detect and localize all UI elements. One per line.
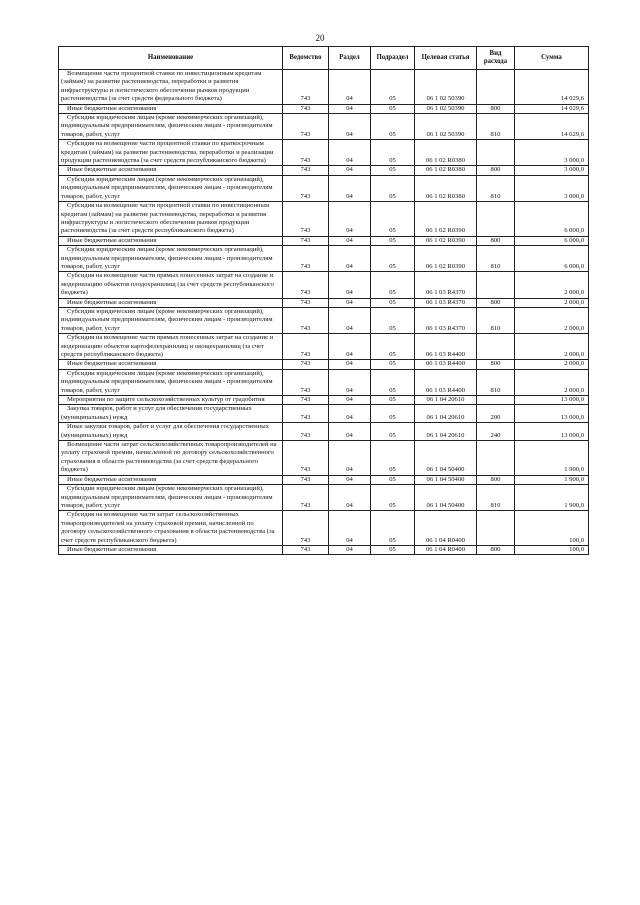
row-section: 04 xyxy=(329,307,371,333)
row-target-item: 06 1 04 50400 xyxy=(415,441,477,476)
row-subsection: 05 xyxy=(371,545,415,554)
row-amount: 2 000,0 xyxy=(515,334,589,360)
table-row xyxy=(59,166,589,175)
row-expense-type xyxy=(477,272,515,298)
row-target-item: 06 1 04 20610 xyxy=(415,396,477,405)
table-row xyxy=(59,396,589,405)
row-department: 743 xyxy=(283,396,329,405)
row-department: 743 xyxy=(283,202,329,237)
header-department: Ведомство xyxy=(283,47,329,70)
row-name: Субсидии юридическим лицам (кроме некоммерческих организаций), индивидуальным предпринимателям, физическим лицам - производителям товаров, работ, услуг xyxy=(59,175,283,201)
row-expense-type: 800 xyxy=(477,298,515,307)
header-amount: Сумма xyxy=(515,47,589,70)
row-department: 743 xyxy=(283,545,329,554)
row-expense-type: 800 xyxy=(477,236,515,245)
row-section: 04 xyxy=(329,441,371,476)
row-section: 04 xyxy=(329,70,371,105)
row-target-item: 06 1 02 R0390 xyxy=(415,202,477,237)
row-department: 743 xyxy=(283,272,329,298)
row-name: Иные бюджетные ассигнования xyxy=(59,545,283,554)
row-expense-type xyxy=(477,334,515,360)
row-target-item: 06 1 03 R4370 xyxy=(415,307,477,333)
row-name: Иные бюджетные ассигнования xyxy=(59,166,283,175)
table-row xyxy=(59,475,589,484)
row-name: Субсидии юридическим лицам (кроме некоммерческих организаций), индивидуальным предпринимателям, физическим лицам - производителям товаров, работ, услуг xyxy=(59,485,283,511)
row-subsection: 05 xyxy=(371,405,415,423)
row-subsection: 05 xyxy=(371,246,415,272)
row-amount: 1 900,0 xyxy=(515,441,589,476)
row-subsection: 05 xyxy=(371,511,415,546)
row-amount: 3 000,0 xyxy=(515,166,589,175)
row-amount: 2 000,0 xyxy=(515,272,589,298)
row-amount: 14 029,6 xyxy=(515,70,589,105)
row-name: Субсидия на возмещение части прямых понесенных затрат на создание и модернизацию объектов картофелехранилищ и овощехранилищ (за счет средств республиканского бюджета) xyxy=(59,334,283,360)
row-subsection: 05 xyxy=(371,202,415,237)
table-row xyxy=(59,334,589,360)
row-subsection: 05 xyxy=(371,369,415,395)
row-name: Мероприятия по защите сельскохозяйственных культур от градобития xyxy=(59,396,283,405)
row-department: 743 xyxy=(283,334,329,360)
row-section: 04 xyxy=(329,236,371,245)
row-department: 743 xyxy=(283,175,329,201)
table-row xyxy=(59,70,589,105)
row-section: 04 xyxy=(329,369,371,395)
row-subsection: 05 xyxy=(371,475,415,484)
row-name: Иные бюджетные ассигнования xyxy=(59,236,283,245)
budget-table xyxy=(58,46,589,555)
row-expense-type: 800 xyxy=(477,166,515,175)
row-name: Субсидия на возмещение части затрат сельскохозяйственных товаропроизводителей на уплату страховой премии, начисленной по договору сельскохозяйственного страхования в области растениеводства (за счет средств республиканского бюджета) xyxy=(59,511,283,546)
row-expense-type: 800 xyxy=(477,104,515,113)
table-row xyxy=(59,236,589,245)
row-amount: 100,0 xyxy=(515,511,589,546)
row-department: 743 xyxy=(283,441,329,476)
row-name: Возмещение части затрат сельскохозяйственных товаропроизводителей на уплату страховой премии, начисленной по договору сельскохозяйственного страхования в области растениеводства (за счет средств федерального бюджета) xyxy=(59,441,283,476)
row-section: 04 xyxy=(329,202,371,237)
row-target-item: 06 1 02 R0390 xyxy=(415,246,477,272)
row-subsection: 05 xyxy=(371,175,415,201)
table-row xyxy=(59,307,589,333)
header-expense-type: Вид расхода xyxy=(477,47,515,70)
row-department: 743 xyxy=(283,70,329,105)
table-row xyxy=(59,441,589,476)
row-section: 04 xyxy=(329,166,371,175)
row-target-item: 06 1 03 R4400 xyxy=(415,334,477,360)
row-name: Субсидия на возмещение части прямых понесенных затрат на создание и модернизацию объектов плодохранилищ (за счет средств республиканского бюджета) xyxy=(59,272,283,298)
row-name: Закупка товаров, работ и услуг для обеспечения государственных (муниципальных) нужд xyxy=(59,405,283,423)
row-section: 04 xyxy=(329,114,371,140)
row-target-item: 06 1 04 50400 xyxy=(415,475,477,484)
row-expense-type: 810 xyxy=(477,175,515,201)
row-target-item: 06 1 03 R4400 xyxy=(415,369,477,395)
table-header-row xyxy=(59,47,589,70)
row-department: 743 xyxy=(283,307,329,333)
row-amount: 2 000,0 xyxy=(515,298,589,307)
row-target-item: 06 1 02 50390 xyxy=(415,70,477,105)
row-section: 04 xyxy=(329,396,371,405)
row-department: 743 xyxy=(283,511,329,546)
row-section: 04 xyxy=(329,246,371,272)
row-department: 743 xyxy=(283,475,329,484)
row-expense-type xyxy=(477,396,515,405)
row-section: 04 xyxy=(329,485,371,511)
table-row xyxy=(59,511,589,546)
row-name: Субсидии юридическим лицам (кроме некоммерческих организаций), индивидуальным предпринимателям, физическим лицам - производителям товаров, работ, услуг xyxy=(59,246,283,272)
row-department: 743 xyxy=(283,405,329,423)
row-subsection: 05 xyxy=(371,272,415,298)
row-department: 743 xyxy=(283,114,329,140)
header-name: Наименование xyxy=(59,47,283,70)
row-department: 743 xyxy=(283,246,329,272)
row-expense-type xyxy=(477,202,515,237)
table-row xyxy=(59,104,589,113)
row-section: 04 xyxy=(329,175,371,201)
row-amount: 100,0 xyxy=(515,545,589,554)
row-expense-type: 810 xyxy=(477,369,515,395)
row-name: Иные бюджетные ассигнования xyxy=(59,104,283,113)
row-target-item: 06 1 03 R4400 xyxy=(415,360,477,369)
row-subsection: 05 xyxy=(371,236,415,245)
row-subsection: 05 xyxy=(371,360,415,369)
row-name: Субсидии юридическим лицам (кроме некоммерческих организаций), индивидуальным предпринимателям, физическим лицам - производителям товаров, работ, услуг xyxy=(59,307,283,333)
row-expense-type: 810 xyxy=(477,114,515,140)
row-target-item: 06 1 03 R4370 xyxy=(415,272,477,298)
table-row xyxy=(59,369,589,395)
table-row xyxy=(59,423,589,441)
row-subsection: 05 xyxy=(371,114,415,140)
row-amount: 13 000,0 xyxy=(515,396,589,405)
header-target-item: Целевая статья xyxy=(415,47,477,70)
row-section: 04 xyxy=(329,104,371,113)
table-row xyxy=(59,360,589,369)
page-number: 20 xyxy=(315,33,325,43)
row-amount: 2 000,0 xyxy=(515,307,589,333)
row-section: 04 xyxy=(329,360,371,369)
row-expense-type: 810 xyxy=(477,246,515,272)
row-amount: 14 029,6 xyxy=(515,104,589,113)
row-section: 04 xyxy=(329,545,371,554)
row-target-item: 06 1 04 R0400 xyxy=(415,545,477,554)
row-amount: 6 000,0 xyxy=(515,202,589,237)
table-row xyxy=(59,246,589,272)
row-amount: 6 000,0 xyxy=(515,236,589,245)
row-subsection: 05 xyxy=(371,166,415,175)
row-target-item: 06 1 04 50400 xyxy=(415,485,477,511)
row-expense-type: 800 xyxy=(477,545,515,554)
table-row xyxy=(59,405,589,423)
row-department: 743 xyxy=(283,423,329,441)
row-name: Возмещение части процентной ставки по инвестиционным кредитам (займам) на развитие растениеводства, переработки и развития инфраструктуры и логистического обеспечения рынков продукции растениеводства (за счет средств федерального бюджета) xyxy=(59,70,283,105)
row-subsection: 05 xyxy=(371,485,415,511)
header-subsection: Подраздел xyxy=(371,47,415,70)
row-subsection: 05 xyxy=(371,140,415,166)
row-expense-type: 810 xyxy=(477,485,515,511)
row-name: Иные закупки товаров, работ и услуг для обеспечения государственных (муниципальных) нужд xyxy=(59,423,283,441)
row-target-item: 06 1 02 R0380 xyxy=(415,166,477,175)
row-target-item: 06 1 04 20610 xyxy=(415,405,477,423)
row-department: 743 xyxy=(283,485,329,511)
row-department: 743 xyxy=(283,298,329,307)
row-name: Субсидия на возмещение части процентной ставки по краткосрочным кредитам (займам) на развитие растениеводства, переработки и реализации продукции растениеводства (за счет средств республиканского бюджета) xyxy=(59,140,283,166)
table-row xyxy=(59,114,589,140)
row-expense-type xyxy=(477,70,515,105)
row-subsection: 05 xyxy=(371,307,415,333)
row-subsection: 05 xyxy=(371,423,415,441)
row-section: 04 xyxy=(329,475,371,484)
row-amount: 1 900,0 xyxy=(515,475,589,484)
row-target-item: 06 1 02 50390 xyxy=(415,104,477,113)
row-section: 04 xyxy=(329,511,371,546)
row-target-item: 06 1 02 50390 xyxy=(415,114,477,140)
row-target-item: 06 1 02 R0380 xyxy=(415,140,477,166)
row-subsection: 05 xyxy=(371,104,415,113)
table-row xyxy=(59,202,589,237)
table-row xyxy=(59,140,589,166)
row-name: Иные бюджетные ассигнования xyxy=(59,475,283,484)
row-target-item: 06 1 04 20610 xyxy=(415,423,477,441)
row-subsection: 05 xyxy=(371,298,415,307)
header-section: Раздел xyxy=(329,47,371,70)
row-expense-type: 800 xyxy=(477,475,515,484)
row-department: 743 xyxy=(283,360,329,369)
row-amount: 3 000,0 xyxy=(515,175,589,201)
row-name: Иные бюджетные ассигнования xyxy=(59,360,283,369)
row-section: 04 xyxy=(329,272,371,298)
row-amount: 6 000,0 xyxy=(515,246,589,272)
row-expense-type: 810 xyxy=(477,307,515,333)
row-section: 04 xyxy=(329,423,371,441)
row-subsection: 05 xyxy=(371,70,415,105)
row-subsection: 05 xyxy=(371,441,415,476)
table-row xyxy=(59,298,589,307)
row-amount: 1 900,0 xyxy=(515,485,589,511)
table-row xyxy=(59,485,589,511)
row-section: 04 xyxy=(329,334,371,360)
row-amount: 2 000,0 xyxy=(515,360,589,369)
table-row xyxy=(59,175,589,201)
row-section: 04 xyxy=(329,140,371,166)
row-expense-type: 800 xyxy=(477,360,515,369)
row-name: Субсидии юридическим лицам (кроме некоммерческих организаций), индивидуальным предпринимателям, физическим лицам - производителям товаров, работ, услуг xyxy=(59,114,283,140)
table-row xyxy=(59,272,589,298)
row-expense-type: 240 xyxy=(477,423,515,441)
row-department: 743 xyxy=(283,104,329,113)
row-amount: 13 000,0 xyxy=(515,405,589,423)
row-subsection: 05 xyxy=(371,396,415,405)
row-target-item: 06 1 04 R0400 xyxy=(415,511,477,546)
row-target-item: 06 1 03 R4370 xyxy=(415,298,477,307)
row-name: Иные бюджетные ассигнования xyxy=(59,298,283,307)
row-department: 743 xyxy=(283,166,329,175)
row-section: 04 xyxy=(329,405,371,423)
table-row xyxy=(59,545,589,554)
row-expense-type xyxy=(477,140,515,166)
row-department: 743 xyxy=(283,140,329,166)
row-expense-type xyxy=(477,441,515,476)
row-target-item: 06 1 02 R0390 xyxy=(415,236,477,245)
row-subsection: 05 xyxy=(371,334,415,360)
row-department: 743 xyxy=(283,236,329,245)
row-name: Субсидия на возмещение части процентной ставки по инвестиционным кредитам (займам) на развитие растениеводства, переработки и развития инфраструктуры и логистического обеспечения рынков продукции растениеводства (за счет средств республиканского бюджета) xyxy=(59,202,283,237)
row-amount: 3 000,0 xyxy=(515,140,589,166)
row-amount: 14 029,6 xyxy=(515,114,589,140)
row-target-item: 06 1 02 R0380 xyxy=(415,175,477,201)
row-amount: 13 000,0 xyxy=(515,423,589,441)
row-department: 743 xyxy=(283,369,329,395)
row-amount: 2 000,0 xyxy=(515,369,589,395)
row-expense-type xyxy=(477,511,515,546)
row-section: 04 xyxy=(329,298,371,307)
row-name: Субсидии юридическим лицам (кроме некоммерческих организаций), индивидуальным предпринимателям, физическим лицам - производителям товаров, работ, услуг xyxy=(59,369,283,395)
row-expense-type: 200 xyxy=(477,405,515,423)
